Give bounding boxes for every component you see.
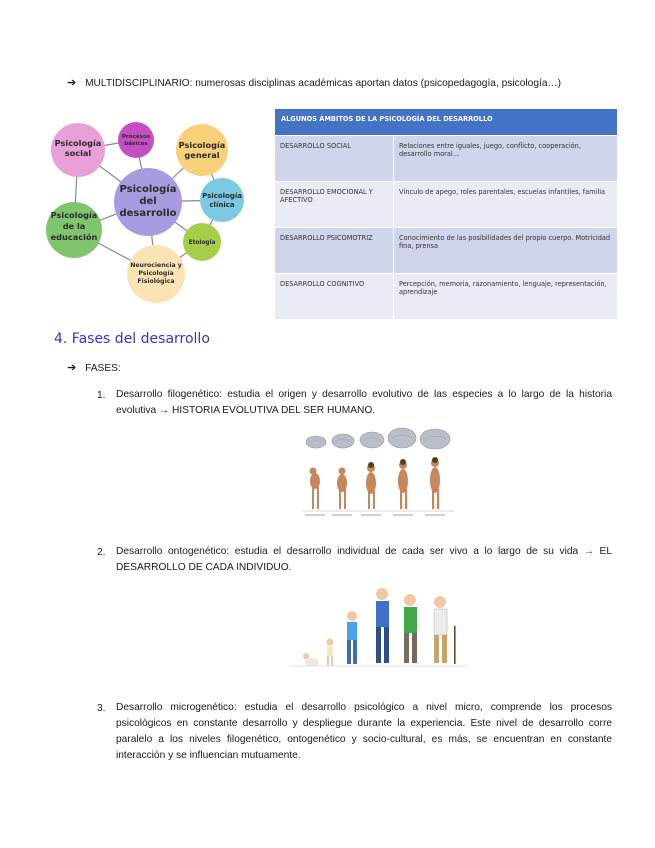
node-neuro <box>127 245 185 303</box>
fase-1-number: 1. <box>97 390 106 401</box>
human-evolution-illustration <box>302 425 454 521</box>
svg-text:Psicología: Psicología <box>119 184 177 195</box>
table-header: ALGUNOS ÁMBITOS DE LA PSICOLOGÍA DEL DESARROLLO <box>275 109 618 136</box>
table-cell-desc: Relaciones entre iguales, juego, conflicto, cooperación, desarrollo moral... <box>394 136 618 182</box>
svg-text:Fisiológica: Fisiológica <box>137 278 175 285</box>
node-social <box>51 123 105 177</box>
node-clinica <box>200 178 244 222</box>
fases-label: FASES: <box>85 363 121 374</box>
fase-2-line2: DESARROLLO DE CADA INDIVIDUO. <box>116 562 292 573</box>
fase-1-line2: evolutiva → HISTORIA EVOLUTIVA DEL SER HUMANO. <box>116 405 376 416</box>
svg-text:Procesos: Procesos <box>121 134 151 140</box>
ambitos-table-wrapper <box>274 108 618 320</box>
table-cell-desc: Conocimiento de las posibilidades del propio cuerpo. Motricidad fina, prensa <box>394 228 618 274</box>
svg-text:Etología: Etología <box>188 240 216 246</box>
svg-text:general: general <box>184 150 220 160</box>
svg-text:educación: educación <box>50 232 98 242</box>
table-cell-area: DESARROLLO SOCIAL <box>275 136 394 182</box>
node-educacion <box>46 202 102 258</box>
svg-text:básicos: básicos <box>124 141 148 147</box>
svg-text:social: social <box>64 148 92 158</box>
fase-1-line1: Desarrollo filogenético: estudia el origen y desarrollo evolutivo de las especies a lo largo de la historia <box>116 389 612 400</box>
concept-map <box>30 112 260 310</box>
fase-1-text <box>116 387 612 419</box>
table-row <box>275 228 618 274</box>
node-center <box>114 168 182 236</box>
node-procesos <box>118 122 154 158</box>
svg-text:Neurociencia y: Neurociencia y <box>130 262 182 269</box>
multidisciplinario-bullet <box>67 76 627 91</box>
table-row <box>275 136 618 182</box>
node-general <box>176 124 228 176</box>
svg-text:del: del <box>139 196 157 207</box>
fase-2-line1: Desarrollo ontogenético: estudia el desarrollo individual de cada ser vivo a lo largo de su vida → EL <box>116 546 612 557</box>
table-cell-area: DESARROLLO PSICOMOTRIZ <box>275 228 394 274</box>
table-cell-area: DESARROLLO EMOCIONAL Y AFECTIVO <box>275 182 394 228</box>
svg-text:clínica: clínica <box>209 201 235 209</box>
section-title: 4. Fases del desarrollo <box>54 331 210 347</box>
svg-text:Psicología: Psicología <box>178 140 226 150</box>
table-cell-desc: Percepción, memoria, razonamiento, lenguaje, representación, aprendizaje <box>394 274 618 320</box>
fase-2-text <box>116 544 612 576</box>
fase-3-number: 3. <box>97 703 106 714</box>
svg-text:de la: de la <box>62 221 86 231</box>
table-cell-area: DESARROLLO COGNITIVO <box>275 274 394 320</box>
table-cell-desc: Vínculo de apego, roles parentales, escuelas infantiles, familia <box>394 182 618 228</box>
svg-text:desarrollo: desarrollo <box>119 208 177 219</box>
svg-text:Psicología: Psicología <box>202 192 242 200</box>
multidisciplinario-text: MULTIDISCIPLINARIO: numerosas disciplinas académicas aportan datos (psicopedagogía, psicología…) <box>85 78 562 89</box>
table-header-row <box>275 109 618 136</box>
table-row <box>275 274 618 320</box>
ambitos-table <box>274 108 618 320</box>
svg-text:Psicología: Psicología <box>50 210 98 220</box>
svg-text:Psicología: Psicología <box>138 270 174 277</box>
node-etologia <box>183 223 221 261</box>
life-stages-illustration <box>290 582 466 672</box>
fases-bullet <box>67 361 121 376</box>
table-row <box>275 182 618 228</box>
fase-2-number: 2. <box>97 547 106 558</box>
svg-text:Psicología: Psicología <box>54 138 102 148</box>
arrow-icon: ➔ <box>67 77 77 89</box>
arrow-icon: ➔ <box>67 362 77 374</box>
fase-3-text: Desarrollo microgenético: estudia el desarrollo psicológico a nivel micro, comprende los procesos psicológicos en constante desarrollo y despliegue durante la experiencia. Este nivel de desarrollo corre paralelo a los niveles filogenético, ontogenético y socio-cultural, es más, se encuentran en constante interacción y se influencian mutuamente. <box>116 702 612 761</box>
